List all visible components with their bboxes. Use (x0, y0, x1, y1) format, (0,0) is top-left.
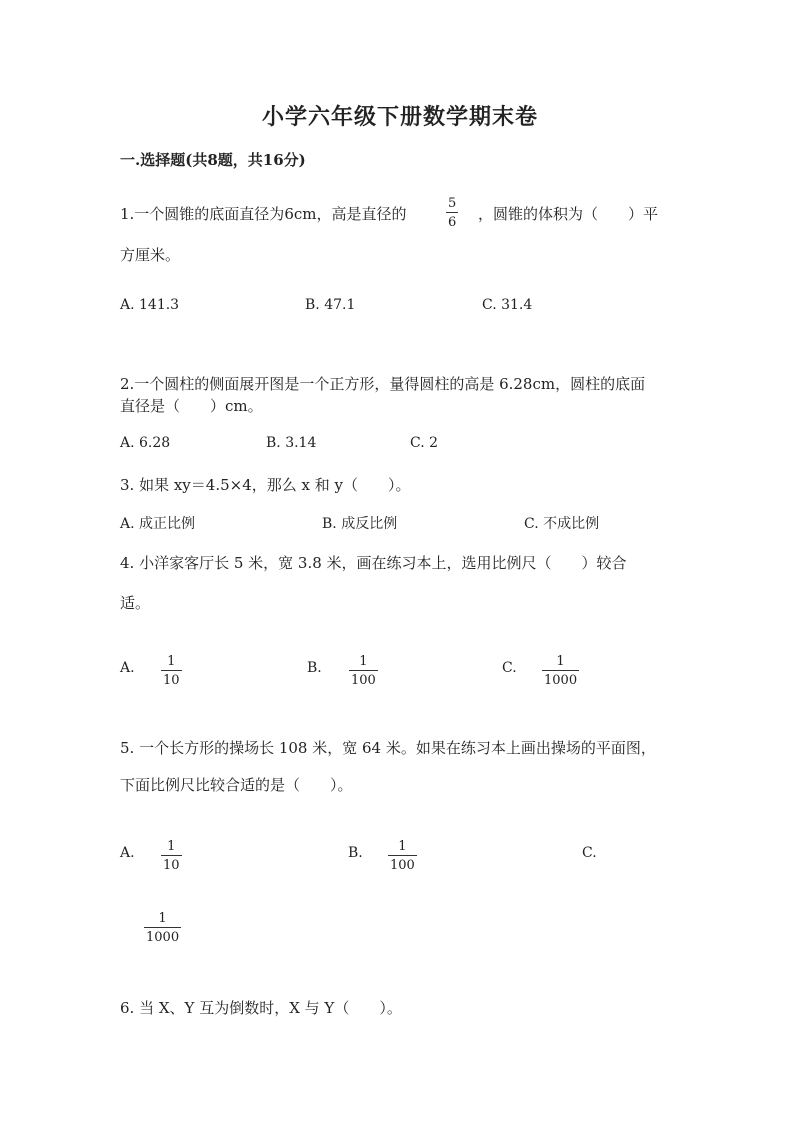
page-title: 小学六年级下册数学期末卷 (261, 104, 538, 130)
question-2-option-a[interactable]: A. 6.28 (120, 435, 171, 451)
question-2-option-b[interactable]: B. 3.14 (266, 435, 317, 451)
fraction-numerator: 1 (359, 654, 368, 669)
question-4-option-b-label[interactable]: B. (307, 660, 322, 676)
question-1-option-c[interactable]: C. 31.4 (482, 297, 533, 313)
question-6-line-1: 6. 当 X、Y 互为倒数时，X 与 Y（ ）。 (120, 999, 402, 1017)
fraction-numerator: 5 (448, 196, 457, 211)
question-4-option-c-fraction[interactable] (542, 655, 579, 687)
fraction-denominator: 100 (351, 673, 376, 688)
fraction-numerator: 1 (158, 911, 167, 926)
question-5-option-b-fraction[interactable] (388, 840, 417, 872)
question-4-line-2: 适。 (120, 594, 151, 612)
fraction-denominator: 1000 (544, 673, 578, 688)
question-5-option-a-fraction[interactable] (161, 840, 182, 872)
question-4-line-1: 4. 小洋家客厅长 5 米，宽 3.8 米，画在练习本上，选用比例尺（ ）较合 (120, 554, 627, 572)
question-2-option-c[interactable]: C. 2 (410, 435, 439, 451)
fraction-denominator: 10 (163, 673, 180, 688)
question-1-text-c: 方厘米。 (120, 246, 181, 264)
question-5-option-c-label[interactable]: C. (582, 845, 597, 861)
question-5-option-a-label[interactable]: A. (120, 845, 135, 861)
question-3-option-b[interactable]: B. 成反比例 (322, 516, 398, 532)
fraction-denominator: 100 (390, 858, 415, 873)
question-4-option-a-fraction[interactable] (161, 655, 182, 687)
fraction-numerator: 1 (556, 654, 565, 669)
fraction-numerator: 1 (398, 839, 407, 854)
question-5-option-b-label[interactable]: B. (348, 845, 363, 861)
question-5-line-1: 5. 一个长方形的操场长 108 米，宽 64 米。如果在练习本上画出操场的平面图， (120, 739, 656, 757)
question-2-line-2: 直径是（ ）cm。 (120, 397, 263, 415)
question-1-text-a: 1.一个圆锥的底面直径为6cm，高是直径的 (120, 205, 407, 223)
question-4-option-b-fraction[interactable] (349, 655, 378, 687)
fraction-denominator: 1000 (146, 930, 180, 945)
question-5-option-c-fraction[interactable] (144, 912, 181, 944)
question-4-option-a-label[interactable]: A. (120, 660, 135, 676)
question-1-fraction (446, 197, 458, 229)
question-1-text-b: ，圆锥的体积为（ ）平 (478, 205, 659, 223)
fraction-denominator: 10 (163, 858, 180, 873)
fraction-denominator: 6 (448, 215, 457, 230)
question-5-line-2: 下面比例尺比较合适的是（ ）。 (120, 776, 353, 794)
question-3-option-c[interactable]: C. 不成比例 (524, 516, 600, 532)
fraction-numerator: 1 (167, 654, 176, 669)
fraction-numerator: 1 (167, 839, 176, 854)
question-4-option-c-label[interactable]: C. (502, 660, 517, 676)
section-heading: 一.选择题(共8题，共16分) (120, 151, 306, 169)
question-1-option-b[interactable]: B. 47.1 (305, 297, 356, 313)
question-3-option-a[interactable]: A. 成正比例 (120, 516, 196, 532)
question-1-option-a[interactable]: A. 141.3 (120, 297, 180, 313)
question-2-line-1: 2.一个圆柱的侧面展开图是一个正方形，量得圆柱的高是 6.28cm，圆柱的底面 (120, 375, 646, 393)
question-3-line-1: 3. 如果 xy＝4.5×4，那么 x 和 y（ ）。 (120, 476, 411, 494)
